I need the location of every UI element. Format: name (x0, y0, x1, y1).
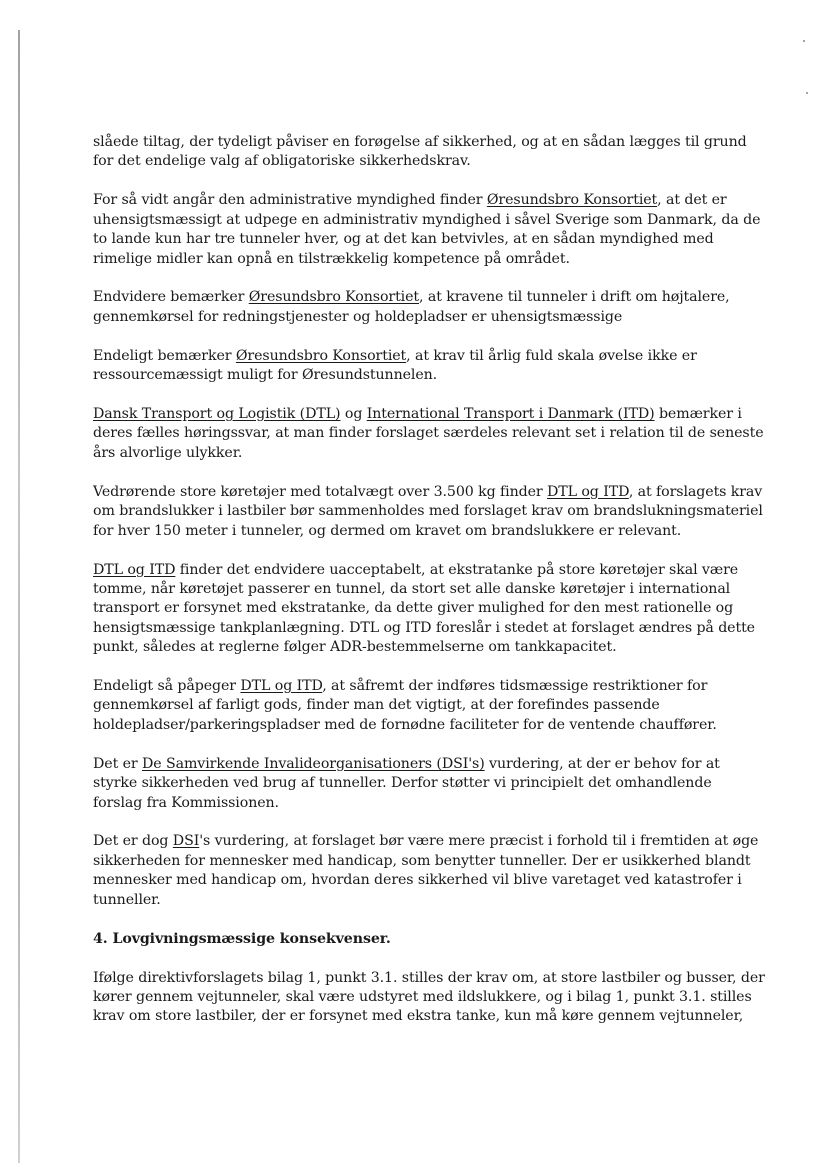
underlined-name: De Samvirkende Invalideorganisationers (DSI's) (141, 755, 485, 772)
text-run: Det er (93, 755, 142, 772)
paragraph (93, 561, 765, 658)
paragraph (93, 677, 765, 735)
paragraph (93, 832, 765, 910)
document-body (93, 133, 765, 1046)
text-run: Endeligt så påpeger (93, 678, 241, 695)
text-run: Endvidere bemærker (93, 289, 249, 306)
text-run: finder det endvidere uacceptabelt, at ekstratanke på store køretøjer skal være tomme, når køretøjet passerer en tunnel, da stort set alle danske køretøjer i international transport er forsynet med ekstratanke, da dette giver mulighed for den mest rationelle og hensigtsmæssige tankplanlægning. DTL og ITD foreslår i stedet at forslaget ændres på dette punkt, således at reglerne følger ADR-bestemmelserne om tankkapacitet. (93, 561, 755, 656)
text-run: Det er dog (93, 833, 173, 850)
text-run: , at krav til årlig fuld skala øvelse ikke er ressourcemæssigt muligt for Øresundstunnelen. (93, 347, 697, 384)
underlined-name: DTL og ITD (240, 678, 323, 695)
paragraph-list (93, 133, 765, 910)
paragraph (93, 405, 765, 463)
text-run: Endeligt bemærker (93, 347, 236, 364)
paragraph (93, 347, 765, 386)
underlined-name: Øresundsbro Konsortiet (235, 347, 407, 364)
text-run: 's vurdering, at forslaget bør være mere præcist i forhold til i fremtiden at øge sikkerheden for mennesker med handicap, som benytter tunneller. Der er usikkerhed blandt mennesker med handicap om, hvordan deres sikkerhed vil blive varetaget ved katastrofer i tunneller. (93, 833, 759, 908)
underlined-name: DSI (172, 833, 200, 850)
underlined-name: DTL og ITD (547, 483, 629, 500)
paragraph (93, 288, 765, 327)
text-run: , at det er uhensigtsmæssigt at udpege en administrativ myndighed i såvel Sverige som Danmark, da de to lande kun har tre tunneler hver, og at det kan betvivles, at en sådan myndighed med rimelige midler kan opnå en tilstrækkelig kompetence på området. (93, 192, 761, 267)
section-heading: 4. Lovgivningsmæssige konsekvenser. (93, 930, 391, 947)
paragraph (93, 483, 765, 541)
final-paragraph: Ifølge direktivforslagets bilag 1, punkt 3.1. stilles der krav om, at store lastbiler og busser, der kører gennem vejtunneler, skal være udstyret med ildslukkere, og i bilag 1, punkt 3.1. stilles krav om store lastbiler, der er forsynet med ekstra tanke, kun må køre gennem vejtunneler, (93, 969, 765, 1025)
text-run: For så vidt angår den administrative myndighed finder (93, 192, 487, 209)
text-run: og (340, 406, 367, 423)
scan-speck (806, 92, 808, 94)
text-run: , at såfremt der indføres tidsmæssige restriktioner for gennemkørsel af farligt gods, finder man det vigtigt, at der forefindes passende holdepladser/parkeringspladser med de fornødne faciliteter for de ventende chauffører. (93, 678, 717, 733)
underlined-name: Øresundsbro Konsortiet (248, 289, 420, 306)
scan-edge (18, 30, 20, 1163)
text-run: vurdering, at der er behov for at styrke sikkerheden ved brug af tunneller. Derfor støtter vi principielt det omhandlende forslag fra Kommissionen. (93, 755, 720, 811)
underlined-name: Dansk Transport og Logistik (DTL) (93, 406, 341, 423)
scan-speck (803, 40, 805, 42)
underlined-name: International Transport i Danmark (ITD) (366, 406, 655, 423)
paragraph (93, 191, 765, 269)
text-run: slåede tiltag, der tydeligt påviser en forøgelse af sikkerhed, og at en sådan lægges til grund for det endelige valg af obligatoriske sikkerhedskrav. (93, 134, 747, 170)
text-run: , at forslagets krav om brandslukker i lastbiler bør sammenholdes med forslaget krav om brandslukningsmateriel for hver 150 meter i tunneler, og dermed om kravet om brandslukkere er relevant. (93, 483, 763, 539)
text-run: bemærker i deres fælles høringssvar, at man finder forslaget særdeles relevant set i relation til de seneste års alvorlige ulykker. (93, 406, 764, 461)
underlined-name: DTL og ITD (93, 561, 176, 578)
paragraph (93, 755, 765, 813)
text-run: Vedrørende store køretøjer med totalvægt over 3.500 kg finder (93, 483, 547, 500)
paragraph (93, 133, 765, 172)
text-run: , at kravene til tunneler i drift om højtalere, gennemkørsel for redningstjenester og holdepladser er uhensigtsmæssige (93, 289, 730, 325)
underlined-name: Øresundsbro Konsortiet (486, 192, 658, 209)
